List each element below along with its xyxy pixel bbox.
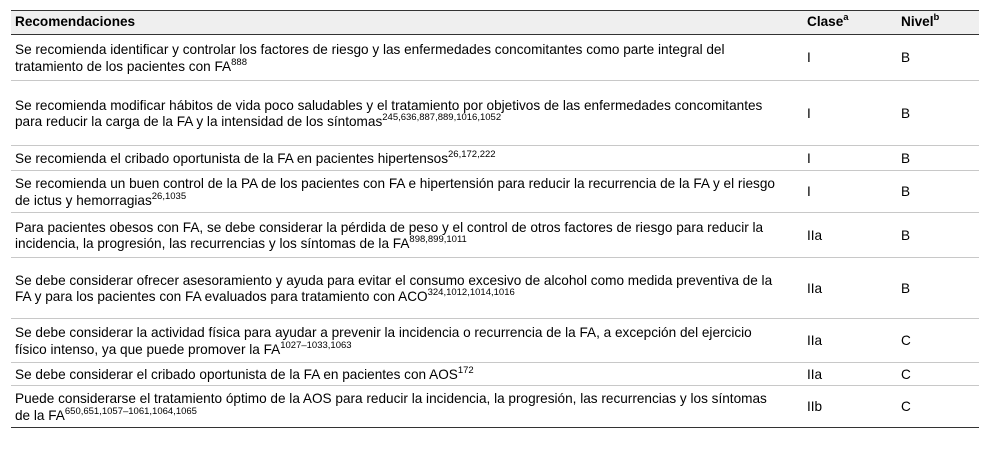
level-cell: B xyxy=(897,81,979,146)
recommendation-text: Se debe considerar la actividad física para ayudar a prevenir la incidencia o recurrencia de la FA, a excepción del ejercicio físico intenso, ya que puede promover la FA xyxy=(15,325,752,357)
recommendation-text: Para pacientes obesos con FA, se debe considerar la pérdida de peso y el control de otros factores de riesgo para reducir la incidencia, la progresión, las recurrencias y los síntomas de la FA xyxy=(15,219,764,251)
recommendation-text: Se debe considerar ofrecer asesoramiento y ayuda para evitar el consumo excesivo de alcohol como medida preventiva de la FA y para los pacientes con FA evaluados para tratamiento con ACO xyxy=(15,272,773,304)
reference-superscript: 172 xyxy=(457,364,474,376)
class-cell: IIa xyxy=(803,213,897,258)
table-row xyxy=(11,213,979,258)
recommendation-cell xyxy=(11,146,803,171)
reference-superscript: 1027–1033,1063 xyxy=(280,339,352,351)
header-recommendations xyxy=(11,11,803,35)
header-level-label: Nivel xyxy=(901,14,934,30)
level-cell: C xyxy=(897,363,979,386)
class-cell: I xyxy=(803,171,897,213)
table-row xyxy=(11,258,979,319)
level-cell: B xyxy=(897,171,979,213)
reference-superscript: 888 xyxy=(231,56,247,68)
table-row xyxy=(11,386,979,428)
recommendation-cell xyxy=(11,258,803,319)
header-class xyxy=(803,11,897,35)
table-row xyxy=(11,319,979,363)
recommendation-text: Se debe considerar el cribado oportunista de la FA en pacientes con AOS xyxy=(15,366,458,382)
table-row xyxy=(11,171,979,213)
table-body xyxy=(11,35,979,428)
reference-superscript: 650,651,1057–1061,1064,1065 xyxy=(64,405,197,417)
reference-superscript: 898,899,1011 xyxy=(409,234,467,245)
header-row xyxy=(11,11,979,35)
recommendation-cell xyxy=(11,213,803,258)
reference-superscript: 26,172,222 xyxy=(448,148,496,160)
class-cell: I xyxy=(803,146,897,171)
recommendation-cell xyxy=(11,363,803,386)
reference-superscript: 324,1012,1014,1016 xyxy=(427,287,515,298)
header-class-footnote: a xyxy=(843,12,849,24)
recommendation-cell xyxy=(11,386,803,428)
table-row xyxy=(11,81,979,146)
recommendation-cell xyxy=(11,171,803,213)
level-cell: C xyxy=(897,386,979,428)
level-cell: C xyxy=(897,319,979,363)
recommendations-table xyxy=(11,10,979,428)
recommendation-text: Se recomienda modificar hábitos de vida poco saludables y el tratamiento por objetivos de las enfermedades concomitantes para reducir la carga de la FA y la intensidad de los síntomas xyxy=(15,97,763,129)
table-row xyxy=(11,363,979,386)
recommendation-cell xyxy=(11,81,803,146)
recommendations-table-container xyxy=(11,10,979,428)
level-cell: B xyxy=(897,258,979,319)
reference-superscript: 245,636,887,889,1016,1052 xyxy=(382,112,502,123)
class-cell: I xyxy=(803,35,897,81)
level-cell: B xyxy=(897,146,979,171)
table-header xyxy=(11,11,979,35)
recommendation-cell xyxy=(11,319,803,363)
header-level xyxy=(897,11,979,35)
recommendation-text: Se recomienda identificar y controlar los factores de riesgo y las enfermedades concomitantes como parte integral del tratamiento de los pacientes con FA xyxy=(15,42,725,74)
level-cell: B xyxy=(897,213,979,258)
class-cell: IIa xyxy=(803,319,897,363)
recommendation-text: Se recomienda un buen control de la PA de los pacientes con FA e hipertensión para reducir la recurrencia de la FA y el riesgo de ictus y hemorragias xyxy=(15,176,775,208)
header-class-label: Clase xyxy=(807,14,844,30)
recommendation-text: Se recomienda el cribado oportunista de la FA en pacientes hipertensos xyxy=(15,150,449,166)
recommendation-cell xyxy=(11,35,803,81)
level-cell: B xyxy=(897,35,979,81)
recommendation-text: Puede considerarse el tratamiento óptimo de la AOS para reducir la incidencia, la progresión, las recurrencias y los síntomas de la FA xyxy=(15,391,767,423)
table-row xyxy=(11,146,979,171)
class-cell: IIa xyxy=(803,363,897,386)
header-level-footnote: b xyxy=(933,12,940,24)
class-cell: IIa xyxy=(803,258,897,319)
header-recommendations-label: Recomendaciones xyxy=(15,14,136,30)
reference-superscript: 26,1035 xyxy=(151,190,187,202)
class-cell: IIb xyxy=(803,386,897,428)
class-cell: I xyxy=(803,81,897,146)
table-row xyxy=(11,35,979,81)
